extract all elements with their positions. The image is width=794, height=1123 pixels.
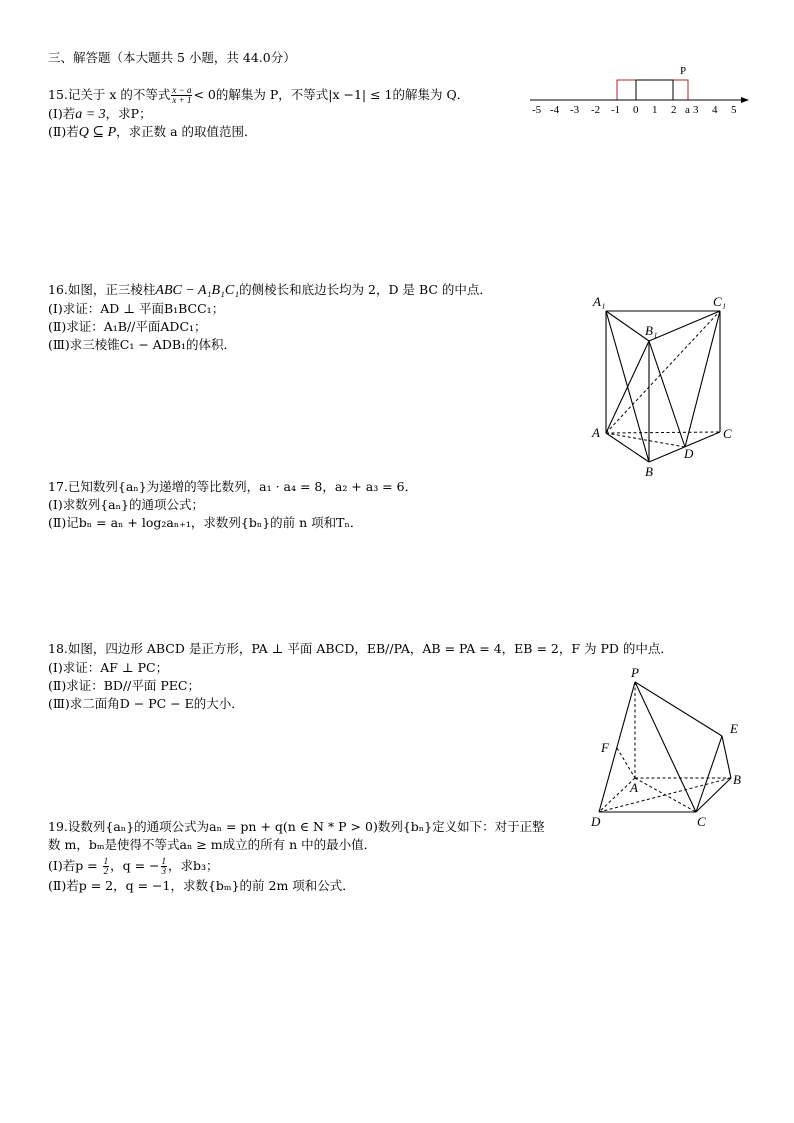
- edge-fa-hidden: [617, 748, 635, 778]
- q16-line1-pre: 16.如图，正三棱柱: [48, 282, 156, 297]
- q15-part1-post: ，求P；: [105, 106, 152, 121]
- edge-a1b1: [606, 311, 649, 341]
- tick-label: 1: [652, 104, 658, 116]
- q19-part1-mid: ，q = −: [110, 858, 160, 873]
- q15-frac-den: x + 1: [172, 95, 192, 105]
- q15-part1-math: a = 3: [75, 107, 106, 122]
- tick-label: -5: [532, 104, 542, 116]
- set-p-inner-box: [636, 80, 673, 100]
- q18-line1: 18.如图，四边形 ABCD 是正方形，PA ⊥ 平面 ABCD，EB//PA，AB = PA = 4，EB = 2，F 为 PD 的中点．: [48, 641, 673, 656]
- label-b: B: [645, 464, 653, 479]
- q16-line1: [48, 282, 492, 299]
- q18-part2: (Ⅱ)求证：BD//平面 PEC；: [48, 678, 200, 693]
- q19-p-fraction: [103, 857, 110, 876]
- q18-part1: (Ⅰ)求证：AF ⊥ PC；: [48, 660, 169, 675]
- edge-ad-hidden: [606, 433, 685, 447]
- label-e: E: [730, 721, 738, 736]
- set-p-outer-box: [617, 80, 688, 100]
- q16-part1: (Ⅰ)求证：AD ⊥ 平面B₁BCC₁；: [48, 301, 225, 316]
- q19-line2: 数 m，bₘ是使得不等式aₙ ≥ m成立的所有 n 中的最小值．: [48, 837, 377, 852]
- label-b: B: [733, 772, 741, 787]
- q15-part2-math: Q ⊆ P: [78, 125, 117, 140]
- q15-fraction: [171, 86, 192, 105]
- q15-part1: [48, 106, 152, 123]
- edge-a1b: [606, 311, 649, 462]
- edge-b1d: [649, 341, 685, 447]
- q19-line1: 19.设数列{aₙ}的通项公式为aₙ = pn + q(n ∈ N * P > 0)数列{bₙ}定义如下：对于正整: [48, 819, 545, 834]
- q15-line1: [48, 86, 469, 105]
- q18-part3: (Ⅲ)求二面角D − PC − E的大小．: [48, 696, 244, 711]
- q19-q-fraction: [161, 857, 168, 876]
- q15-mid: < 0的解集为 P，不等式|x −1| ≤ 1的解集为 Q．: [193, 87, 470, 102]
- q19-part1-post: ，求b₃；: [168, 858, 219, 873]
- q15-part2-post: ，求正数 a 的取值范围．: [116, 124, 257, 139]
- label-d: D: [591, 814, 601, 829]
- q17-line1: 17.已知数列{aₙ}为递增的等比数列，a₁ · a₄ = 8，a₂ + a₃ = 6．: [48, 479, 418, 494]
- q16-line1-math: ABC − A₁B₁C₁: [155, 283, 240, 298]
- edge-ac-hidden: [606, 432, 720, 433]
- axis-arrow-icon: [741, 97, 749, 103]
- q19-q-num: 1: [161, 856, 167, 866]
- q19-part1-pre: (Ⅰ)若p =: [48, 858, 102, 873]
- q19-part1: [48, 857, 219, 876]
- tick-label: -1: [611, 104, 621, 116]
- tick-label: 2: [671, 104, 677, 116]
- label-a: A: [630, 780, 638, 795]
- q19-p-num: 1: [103, 856, 109, 866]
- q15-part2-pre: (Ⅱ)若: [48, 124, 79, 139]
- edge-b1c1: [649, 311, 720, 341]
- label-f: F: [601, 740, 609, 755]
- q16-part3: (Ⅲ)求三棱锥C₁ − ADB₁的体积．: [48, 337, 237, 352]
- tick-label: 3: [693, 104, 699, 116]
- tick-label: 4: [712, 104, 718, 116]
- q16-part2: (Ⅱ)求证：A₁B//平面ADC₁；: [48, 319, 207, 334]
- q15-frac-num: x − a: [172, 85, 192, 95]
- label-c: C: [723, 426, 732, 441]
- q17-part2: (Ⅱ)记bₙ = aₙ + log₂aₙ₊₁，求数列{bₙ}的前 n 项和Tₙ．: [48, 515, 363, 530]
- tick-label: a: [685, 104, 690, 116]
- tick-label: 0: [633, 104, 639, 116]
- q19-p-den: 2: [103, 866, 109, 876]
- q16-line1-post: 的侧棱长和底边长均为 2，D 是 BC 的中点．: [239, 282, 492, 297]
- tick-label: -4: [550, 104, 560, 116]
- label-d: D: [684, 446, 694, 461]
- q15-prefix: 15.记关于 x 的不等式: [48, 87, 171, 102]
- q19-part2: (Ⅱ)若p = 2，q = −1，求数{bₘ}的前 2m 项和公式．: [48, 878, 355, 893]
- q18-pyramid-figure: [585, 660, 750, 835]
- label-b1: B₁: [645, 323, 658, 338]
- q15-part1-pre: (Ⅰ)若: [48, 106, 76, 121]
- tick-label: 5: [731, 104, 737, 116]
- tick-label: -2: [591, 104, 601, 116]
- q16-prism-figure: [585, 290, 745, 485]
- edge-db-hidden: [599, 778, 731, 812]
- q17-part1: (Ⅰ)求数列{aₙ}的通项公式；: [48, 497, 204, 512]
- label-p: P: [680, 65, 687, 77]
- edge-eb: [722, 736, 731, 778]
- label-p: P: [631, 665, 639, 680]
- section-header: 三、解答题（本大题共 5 小题，共 44.0分）: [48, 50, 296, 65]
- edge-ec: [696, 736, 722, 812]
- label-a: A: [592, 425, 600, 440]
- tick-label: -3: [570, 104, 580, 116]
- label-a1: A₁: [593, 294, 606, 309]
- q15-number-line: [525, 58, 755, 118]
- label-c1: C₁: [713, 294, 727, 309]
- q15-part2: [48, 124, 257, 141]
- label-c: C: [697, 814, 706, 829]
- q19-q-den: 3: [161, 866, 167, 876]
- edge-c1d: [685, 311, 720, 447]
